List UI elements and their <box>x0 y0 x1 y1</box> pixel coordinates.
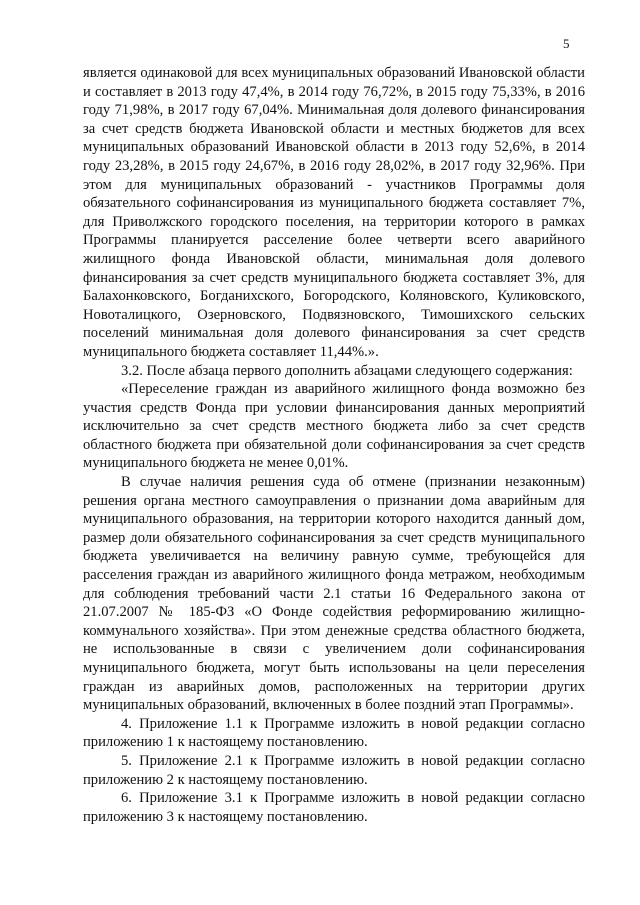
paragraph-quoted-relocation: «Переселение граждан из аварийного жилищного фонда возможно без участия средств Фонда при условии финансирования данных мероприятий исключительно за счет средств местного бюджета либо за счет средств областного бюджета при обязательной доли софинансирования за счет средств муниципального бюджета не менее 0,01%. <box>83 381 585 472</box>
paragraph-continuation: является одинаковой для всех муниципальных образований Ивановской области и составляет в 2013 году 47,4%, в 2014 году 76,72%, в 2015 году 75,33%, в 2016 году 71,98%, в 2017 году 67,04%. Минимальная доля долевого финансирования за счет средств бюджета Ивановской области и местных бюджетов для всех муниципальных образований Ивановской области в 2013 году 52,6%, в 2014 году 23,28%, в 2015 году 24,67%, в 2016 году 28,02%, в 2017 году 32,96%. При этом для муниципальных образований - участников Программы доля обязательного софинансирования из муниципального бюджета составляет 7%, для Приволжского городского поселения, на территории которого в рамках Программы планируется расселение более четверти всего аварийного жилищного фонда Ивановской области, минимальная доля долевого финансирования за счет средств муниципального бюджета составляет 3%, для Балахонковского, Богданихского, Богородского, Коляновского, Куликовского, Новоталицкого, Озерновского, Подвязновского, Тимошихского сельских поселений минимальная доля долевого финансирования за счет средств муниципального бюджета составляет 11,44%.». <box>83 65 585 360</box>
document-body <box>83 64 585 826</box>
paragraph-item-5: 5. Приложение 2.1 к Программе изложить в новой редакции согласно приложению 2 к настоящему постановлению. <box>83 752 585 788</box>
paragraph-3-2: 3.2. После абзаца первого дополнить абзацами следующего содержания: <box>121 362 573 379</box>
paragraph-item-4: 4. Приложение 1.1 к Программе изложить в новой редакции согласно приложению 1 к настоящему постановлению. <box>83 715 585 751</box>
paragraph-court-decision: В случае наличия решения суда об отмене (признании незаконным) решения органа местного самоуправления о признании дома аварийным для муниципального образования, на территории которого находится данный дом, размер доли обязательного софинансирования за счет средств муниципального бюджета увеличивается на величину равную сумме, требующейся для расселения граждан из аварийного жилищного фонда метражом, необходимым для соблюдения требований части 2.1 статьи 16 Федерального закона от 21.07.2007 № 185-ФЗ «О Фонде содействия реформированию жилищно-коммунального хозяйства». При этом денежные средства областного бюджета, не использованные в связи с увеличением доли софинансирования муниципального бюджета, могут быть использованы на цели переселения граждан из аварийных домов, расположенных на территории других муниципальных образований, включенных в более поздний этап Программы». <box>83 474 585 714</box>
paragraph-item-6: 6. Приложение 3.1 к Программе изложить в новой редакции согласно приложению 3 к настоящему постановлению. <box>83 790 585 825</box>
page-number: 5 <box>563 36 570 51</box>
